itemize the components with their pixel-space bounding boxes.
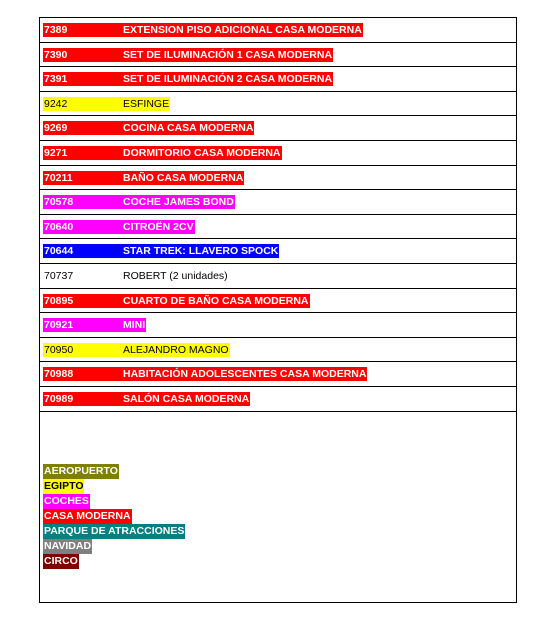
item-name: SET DE ILUMINACIÓN 1 CASA MODERNA xyxy=(123,48,333,61)
item-code: 70644 xyxy=(44,245,74,258)
item-name: DORMITORIO CASA MODERNA xyxy=(123,147,281,159)
item-code: 70921 xyxy=(44,319,74,332)
table-row xyxy=(40,264,516,289)
item-name: STAR TREK: LLAVERO SPOCK xyxy=(123,245,279,258)
item-name: CUARTO DE BAÑO CASA MODERNA xyxy=(123,294,309,307)
table-row xyxy=(40,190,516,215)
table-row xyxy=(40,166,516,191)
table-row xyxy=(40,239,516,264)
table-row xyxy=(40,362,516,387)
item-name: CITROËN 2CV xyxy=(123,220,194,233)
table-row xyxy=(40,338,516,363)
item-name: COCINA CASA MODERNA xyxy=(123,122,254,135)
table-row xyxy=(40,313,516,338)
table-row xyxy=(40,289,516,314)
item-code: 9269 xyxy=(44,122,68,135)
table-row xyxy=(40,18,516,43)
legend-item: COCHES xyxy=(44,495,89,507)
item-code: 70950 xyxy=(44,343,74,356)
table-row xyxy=(40,141,516,166)
item-code: 70578 xyxy=(44,196,74,209)
table-row xyxy=(40,116,516,141)
item-code: 70989 xyxy=(44,393,74,405)
item-name: HABITACIÓN ADOLESCENTES CASA MODERNA xyxy=(123,368,367,381)
item-name: SET DE ILUMINACIÓN 2 CASA MODERNA xyxy=(123,73,333,86)
legend-item: CIRCO xyxy=(44,555,78,567)
item-name: COCHE JAMES BOND xyxy=(123,196,234,209)
item-name: EXTENSION PISO ADICIONAL CASA MODERNA xyxy=(123,24,362,36)
legend-item: PARQUE DE ATRACCIONES xyxy=(44,525,185,537)
table-row xyxy=(40,92,516,117)
item-name: BAÑO CASA MODERNA xyxy=(123,171,244,184)
item-code: 70895 xyxy=(44,294,74,307)
item-name: ALEJANDRO MAGNO xyxy=(123,343,229,356)
item-code: 70640 xyxy=(44,220,74,233)
legend-item: AEROPUERTO xyxy=(44,465,118,477)
item-code: 7389 xyxy=(44,24,68,36)
item-name: MINI xyxy=(123,319,146,332)
legend-item: CASA MODERNA xyxy=(44,510,131,522)
item-code: 70737 xyxy=(44,270,74,282)
item-table xyxy=(39,17,517,603)
item-code: 7391 xyxy=(44,73,68,86)
legend-item: EGIPTO xyxy=(44,480,84,492)
color-legend xyxy=(43,464,185,569)
table-row xyxy=(40,67,516,92)
table-row xyxy=(40,215,516,240)
item-code: 9271 xyxy=(44,147,68,159)
item-name: ROBERT (2 unidades) xyxy=(123,270,228,282)
item-code: 70988 xyxy=(44,368,74,381)
item-name: ESFINGE xyxy=(123,97,170,110)
legend-item: NAVIDAD xyxy=(44,540,92,552)
item-code: 70211 xyxy=(44,171,73,184)
table-row xyxy=(40,387,516,412)
table-row xyxy=(40,43,516,68)
item-code: 7390 xyxy=(44,48,68,61)
item-code: 9242 xyxy=(44,97,68,110)
item-name: SALÓN CASA MODERNA xyxy=(123,393,250,405)
